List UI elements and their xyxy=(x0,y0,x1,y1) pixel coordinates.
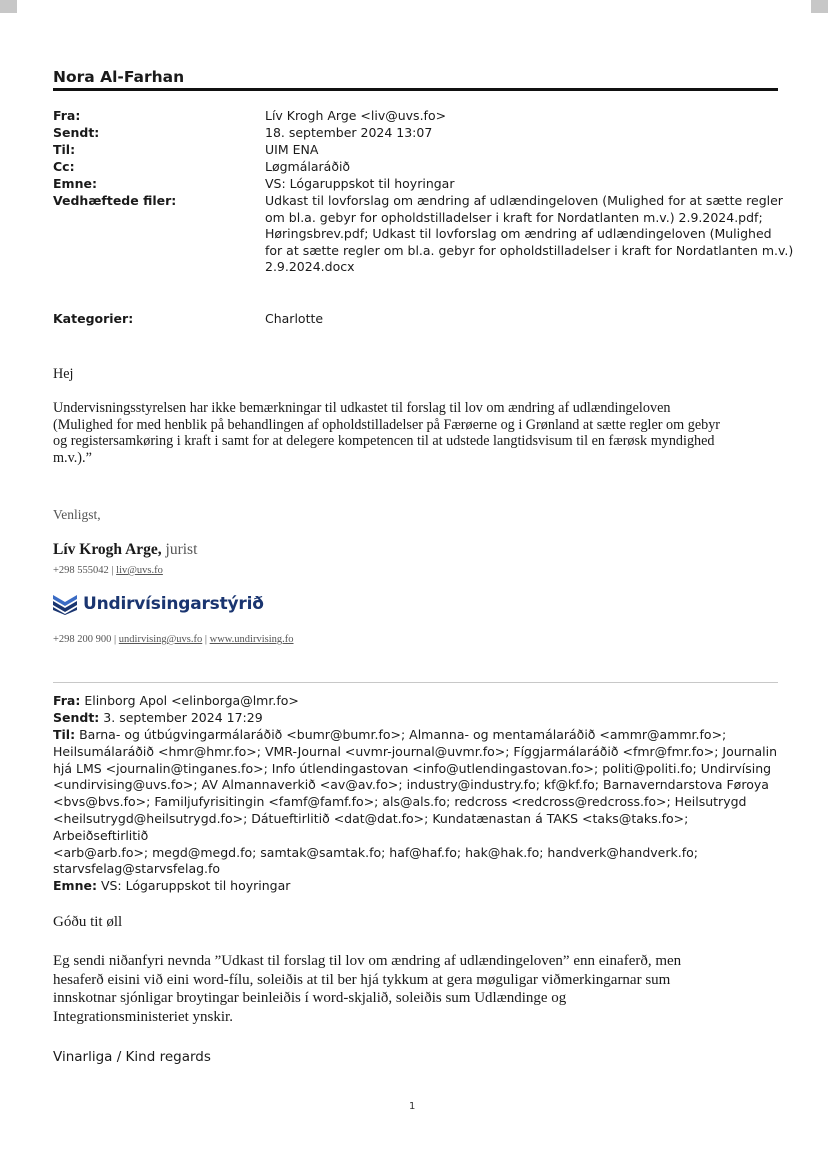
attachments-line: om bl.a. gebyr for opholdstilladelser i kraft for Nordatlanten m.v.) 2.9.2024.pdf; xyxy=(265,209,763,225)
from-label: Fra: xyxy=(53,108,81,123)
scan-corner-right xyxy=(811,0,828,13)
signature-phone: +298 555042 | xyxy=(53,565,114,576)
org-logo-name: Undirvísingarstýrið xyxy=(83,594,264,614)
message-line: og registersamkøring i kraft i samt for at delegere kompetencen til at udstede langtidsvisum til en færøsk myndighed xyxy=(53,433,715,449)
fwd-to-label: Til: xyxy=(53,727,76,742)
attachments-line: for at sætte regler om bl.a. gebyr for opholdstilladelser i kraft for Nordatlanten m.v.) xyxy=(265,242,794,258)
fwd-body-line: Eg sendi niðanfyri nevnda ”Udkast til forslag til lov om ændring af udlændingeloven” enn einaferð, men xyxy=(53,953,682,969)
fwd-body-line: hesaferð eisini við eini word-fílu, soleiðis at til ber hjá tykkum at gera møguligar viðmerkingarnar sum xyxy=(53,971,671,988)
fwd-from-value: Elinborg Apol <elinborga@lmr.fo> xyxy=(84,693,299,708)
attachments-line: Udkast til lovforslag om ændring af udlændingeloven (Mulighed for at sætte regler xyxy=(265,193,783,208)
fwd-from xyxy=(53,693,783,710)
sent-label: Sendt: xyxy=(53,125,100,140)
fwd-greeting: Góðu tit øll xyxy=(53,914,123,930)
signature-name: Lív Krogh Arge, xyxy=(53,541,162,558)
signature-name-line xyxy=(53,541,197,559)
attachments-value xyxy=(265,193,795,276)
scan-corner-left xyxy=(0,0,17,13)
cc-value: Løgmálaráðið xyxy=(265,159,351,174)
org-logo xyxy=(53,593,264,615)
fwd-to-line: <heilsutrygd@heilsutrygd.fo>; Dátueftirlitið <dat@dat.fo>; Kundatænastan á TAKS <taks@taks.fo>; Arbeiðseftirlitið xyxy=(53,810,689,843)
org-website-link[interactable]: www.undirvising.fo xyxy=(209,634,294,645)
message-line: Undervisningsstyrelsen har ikke bemærkningar til udkastet til forslag til lov om ændring af udlændingeloven xyxy=(53,400,671,416)
org-phone: +298 200 900 | xyxy=(53,634,117,645)
signature-title: jurist xyxy=(165,541,198,558)
fwd-to xyxy=(53,727,783,878)
mailbox-owner-name: Nora Al-Farhan xyxy=(53,68,185,86)
cc-label: Cc: xyxy=(53,159,75,174)
fwd-to-line: <undirvising@uvs.fo>; AV Almannaverkið <av@av.fo>; industry@industry.fo; kf@kf.fo; Barnaverndarstova Føroya xyxy=(53,777,769,793)
categories-value: Charlotte xyxy=(265,311,324,326)
fwd-to-line: Heilsumálaráðið <hmr@hmr.fo>; VMR-Journal <uvmr-journal@uvmr.fo>; Fíggjarmálaráðið <fmr@fmr.fo>; Journalin xyxy=(53,743,778,759)
fwd-subject xyxy=(53,878,783,895)
org-contact xyxy=(53,634,294,645)
fwd-closing: Vinarliga / Kind regards xyxy=(53,1049,211,1065)
fwd-subject-value: VS: Lógaruppskot til hoyringar xyxy=(100,878,291,893)
chevron-stack-icon xyxy=(53,593,77,615)
attachments-line: 2.9.2024.docx xyxy=(265,259,355,274)
message-greeting: Hej xyxy=(53,366,74,382)
sent-value: 18. september 2024 13:07 xyxy=(265,125,433,140)
fwd-to-line: starvsfelag@starvsfelag.fo xyxy=(53,861,221,877)
fwd-from-label: Fra: xyxy=(53,693,81,708)
to-label: Til: xyxy=(53,142,76,157)
message-line: (Mulighed for med henblik på behandlingen af opholdstilladelser på Færøerne og i Grønland at sætte regler om gebyr xyxy=(53,416,721,433)
fwd-subject-label: Emne: xyxy=(53,878,97,893)
fwd-to-line: hjá LMS <journalin@tinganes.fo>; Info útlendingastovan <info@utlendingastovan.fo>; politi@politi.fo; Undirvísing xyxy=(53,760,772,776)
from-value: Lív Krogh Arge <liv@uvs.fo> xyxy=(265,108,447,123)
fwd-sent xyxy=(53,710,783,727)
fwd-body-line: innskotnar sjónligar broytingar beinleiðis í word-skjalið, soleiðis sum Udlændinge og xyxy=(53,990,567,1006)
fwd-body-line: Integrationsministeriet ynskir. xyxy=(53,1008,233,1025)
fwd-body xyxy=(53,952,793,1026)
fwd-sent-value: 3. september 2024 17:29 xyxy=(103,710,263,725)
fwd-to-line: <arb@arb.fo>; megd@megd.fo; samtak@samtak.fo; haf@haf.fo; hak@hak.fo; handverk@handverk.fo; xyxy=(53,844,698,860)
message-line: m.v.).” xyxy=(53,449,92,466)
fwd-to-line: Barna- og útbúgvingarmálaráðið <bumr@bumr.fo>; Almanna- og mentamálaráðið <ammr@ammr.fo>; xyxy=(79,727,727,742)
message-body xyxy=(53,400,773,466)
forward-divider xyxy=(53,682,778,683)
fwd-sent-label: Sendt: xyxy=(53,710,100,725)
subject-value: VS: Lógaruppskot til hoyringar xyxy=(265,176,455,191)
header-divider xyxy=(53,88,778,91)
org-email-link[interactable]: undirvising@uvs.fo xyxy=(118,634,203,645)
signature-greeting: Venligst, xyxy=(53,507,101,522)
org-separator: | xyxy=(204,634,207,645)
signature-contact xyxy=(53,565,163,576)
to-value: UIM ENA xyxy=(265,142,319,157)
signature-email-link[interactable]: liv@uvs.fo xyxy=(116,565,163,576)
attachments-label: Vedhæftede filer: xyxy=(53,193,177,208)
subject-label: Emne: xyxy=(53,176,97,191)
fwd-to-line: <bvs@bvs.fo>; Familjufyrisitingin <famf@famf.fo>; als@als.fo; redcross <redcross@redcross.fo>; Heilsutrygd xyxy=(53,794,747,810)
attachments-line: Høringsbrev.pdf; Udkast til lovforslag om ændring af udlændingeloven (Mulighed xyxy=(265,226,772,241)
categories-label: Kategorier: xyxy=(53,311,134,326)
page-number: 1 xyxy=(409,1101,416,1112)
